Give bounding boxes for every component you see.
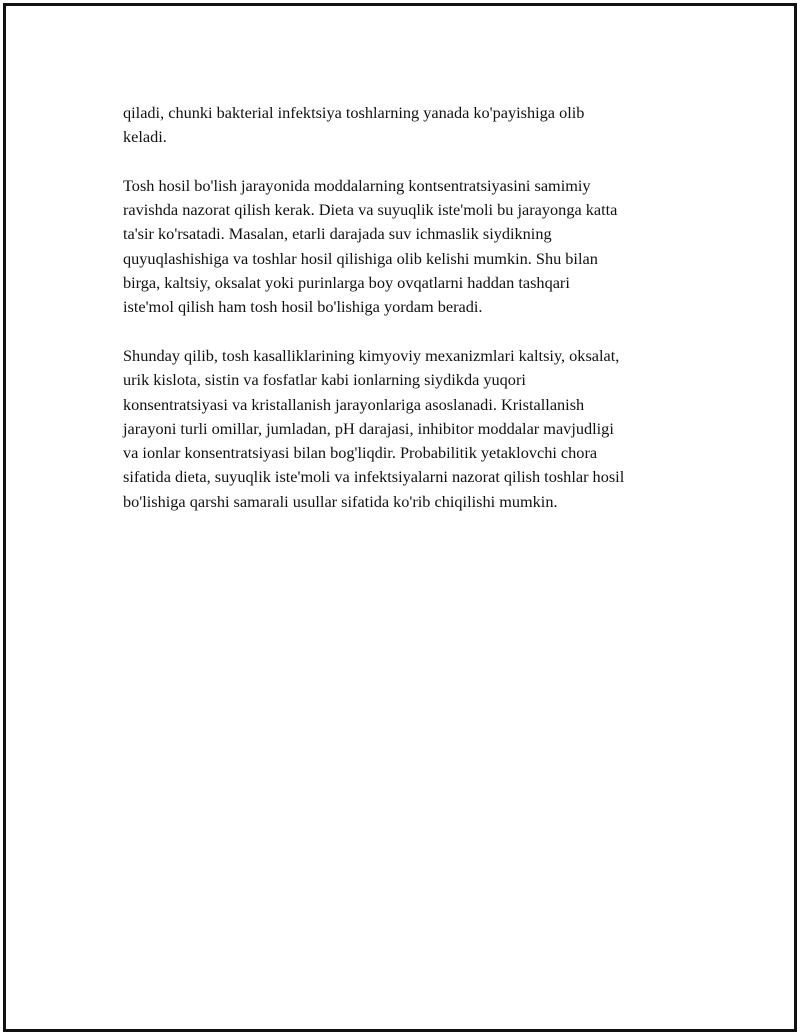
paragraph-2 <box>123 174 703 320</box>
text-line: bo'lishiga qarshi samarali usullar sifatida ko'rib chiqilishi mumkin. <box>123 491 558 511</box>
text-line: konsentratsiyasi va kristallanish jarayonlariga asoslanadi. Kristallanish <box>123 394 585 414</box>
text-line: birga, kaltsiy, oksalat yoki purinlarga boy ovqatlarni haddan tashqari <box>123 273 570 293</box>
text-line: Tosh hosil bo'lish jarayonida moddalarning kontsentratsiyasini samimiy <box>123 175 591 195</box>
page-frame <box>3 3 797 1032</box>
text-line: ravishda nazorat qilish kerak. Dieta va suyuqlik iste'moli bu jarayonga katta <box>123 200 618 220</box>
text-line: jarayoni turli omillar, jumladan, pH darajasi, inhibitor moddalar mavjudligi <box>123 418 614 438</box>
text-line: quyuqlashishiga va toshlar hosil qilishiga olib kelishi mumkin. Shu bilan <box>123 248 598 268</box>
text-line: ta'sir ko'rsatadi. Masalan, etarli darajada suv ichmaslik siydikning <box>123 224 552 244</box>
text-line: Shunday qilib, tosh kasalliklarining kimyoviy mexanizmlari kaltsiy, oksalat, <box>123 345 620 365</box>
text-line: sifatida dieta, suyuqlik iste'moli va infektsiyalarni nazorat qilish toshlar hosil <box>123 467 625 487</box>
text-line: qiladi, chunki bakterial infektsiya toshlarning yanada ko'payishiga olib <box>123 103 585 122</box>
text-line: va ionlar konsentratsiyasi bilan bog'liqdir. Probabilitik yetaklovchi chora <box>123 443 598 463</box>
paragraph-3 <box>123 344 703 514</box>
text-line: urik kislota, sistin va fosfatlar kabi ionlarning siydikda yuqori <box>123 370 526 390</box>
text-line: keladi. <box>123 127 167 147</box>
paragraph-1 <box>123 101 703 150</box>
document-body <box>123 101 703 538</box>
text-line: iste'mol qilish ham tosh hosil bo'lishiga yordam beradi. <box>123 297 483 317</box>
